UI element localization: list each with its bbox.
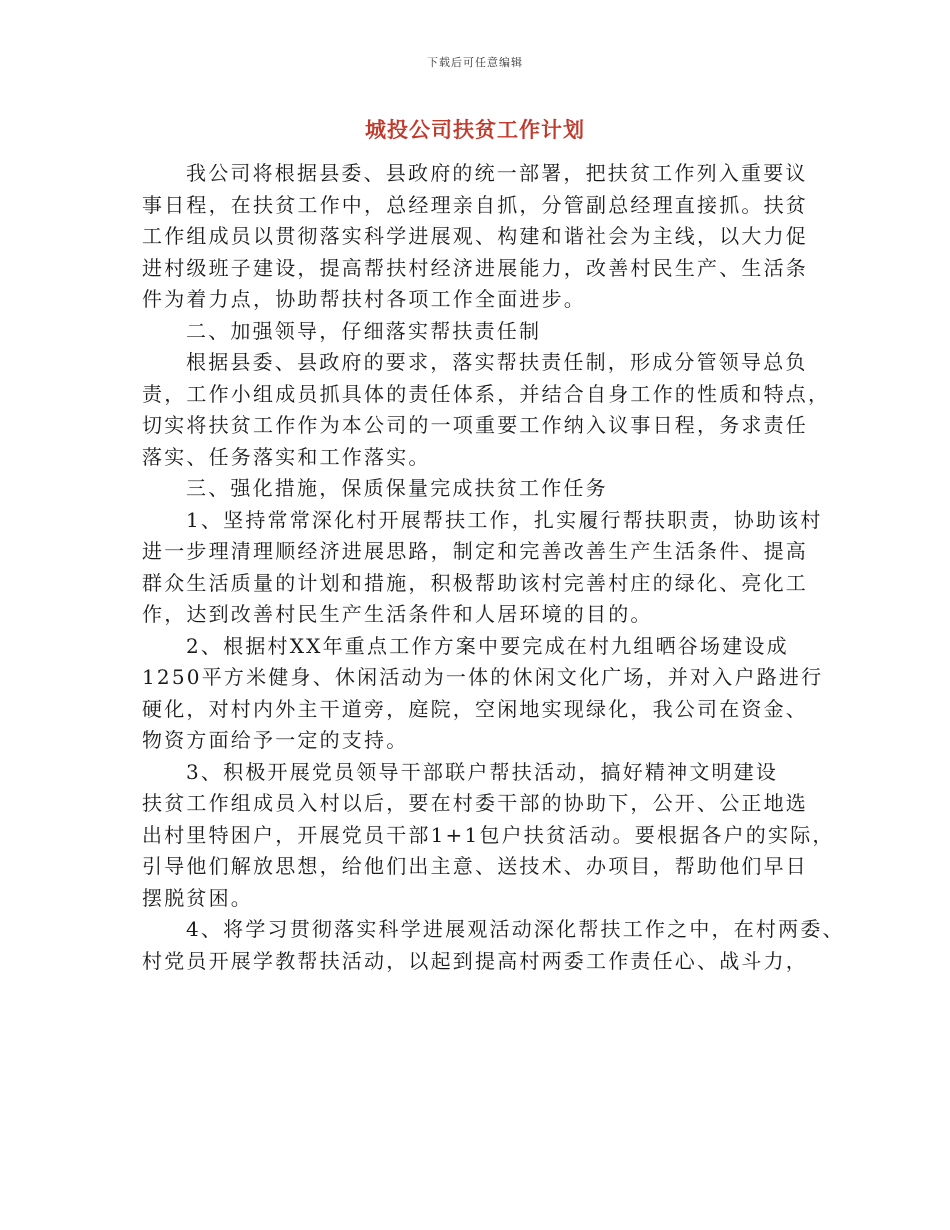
text-line: 三、强化措施，保质保量完成扶贫工作任务: [186, 476, 608, 500]
text-line: 根据县委、县政府的要求，落实帮扶责任制，形成分管领导总负: [186, 350, 808, 374]
text-line: 3、积极开展党员领导干部联户帮扶活动，搞好精神文明建设: [186, 759, 779, 784]
text-line: 责，工作小组成员抓具体的责任体系，并结合自身工作的性质和特点，: [142, 381, 831, 406]
text-line: 进一步理清理顺经济进展思路，制定和完善改善生产生活条件、提高: [142, 539, 808, 563]
text-line: 事日程，在扶贫工作中，总经理亲自抓，分管副总经理直接抓。扶贫: [142, 192, 808, 217]
text-line: 2、根据村XX年重点工作方案中要完成在村九组晒谷场建设成: [186, 633, 789, 658]
document-body: [142, 158, 845, 977]
text-line: 硬化，对村内外主干道旁，庭院，空闲地实现绿化，我公司在资金、: [142, 696, 808, 721]
header-note: 下载后可任意编辑: [427, 56, 523, 69]
text-line: 进村级班子建设，提高帮扶村经济进展能力，改善村民生产、生活条: [142, 255, 808, 280]
text-line: 出村里特困户，开展党员干部1+1包户扶贫活动。要根据各户的实际，: [142, 822, 835, 847]
text-line: 切实将扶贫工作作为本公司的一项重要工作纳入议事日程，务求责任: [142, 413, 808, 437]
text-line: 扶贫工作组成员入村以后，要在村委干部的协助下，公开、公正地选: [142, 791, 808, 815]
text-line: 落实、任务落实和工作落实。: [142, 444, 431, 469]
text-line: 1250平方米健身、休闲活动为一体的休闲文化广场，并对入户路进行: [142, 665, 824, 689]
text-line: 工作组成员以贯彻落实科学进展观、构建和谐社会为主线，以大力促: [142, 224, 808, 248]
text-line: 物资方面给予一定的支持。: [142, 728, 409, 752]
text-line: 4、将学习贯彻落实科学进展观活动深化帮扶工作之中，在村两委、: [186, 917, 845, 941]
text-line: 引导他们解放思想，给他们出主意、送技术、办项目，帮助他们早日: [142, 854, 808, 878]
text-line: 我公司将根据县委、县政府的统一部署，把扶贫工作列入重要议: [186, 161, 808, 185]
text-line: 二、加强领导，仔细落实帮扶责任制: [186, 318, 542, 343]
text-line: 作，达到改善村民生产生活条件和人居环境的目的。: [142, 602, 653, 626]
text-line: 村党员开展学教帮扶活动，以起到提高村两委工作责任心、战斗力，: [142, 948, 808, 973]
text-line: 1、坚持常常深化村开展帮扶工作，扎实履行帮扶职责，协助该村: [186, 507, 823, 532]
text-line: 群众生活质量的计划和措施，积极帮助该村完善村庄的绿化、亮化工: [142, 570, 808, 595]
text-line: 摆脱贫困。: [142, 885, 253, 910]
document-title: 城投公司扶贫工作计划: [365, 117, 585, 142]
text-line: 件为着力点，协助帮扶村各项工作全面进步。: [142, 287, 586, 311]
